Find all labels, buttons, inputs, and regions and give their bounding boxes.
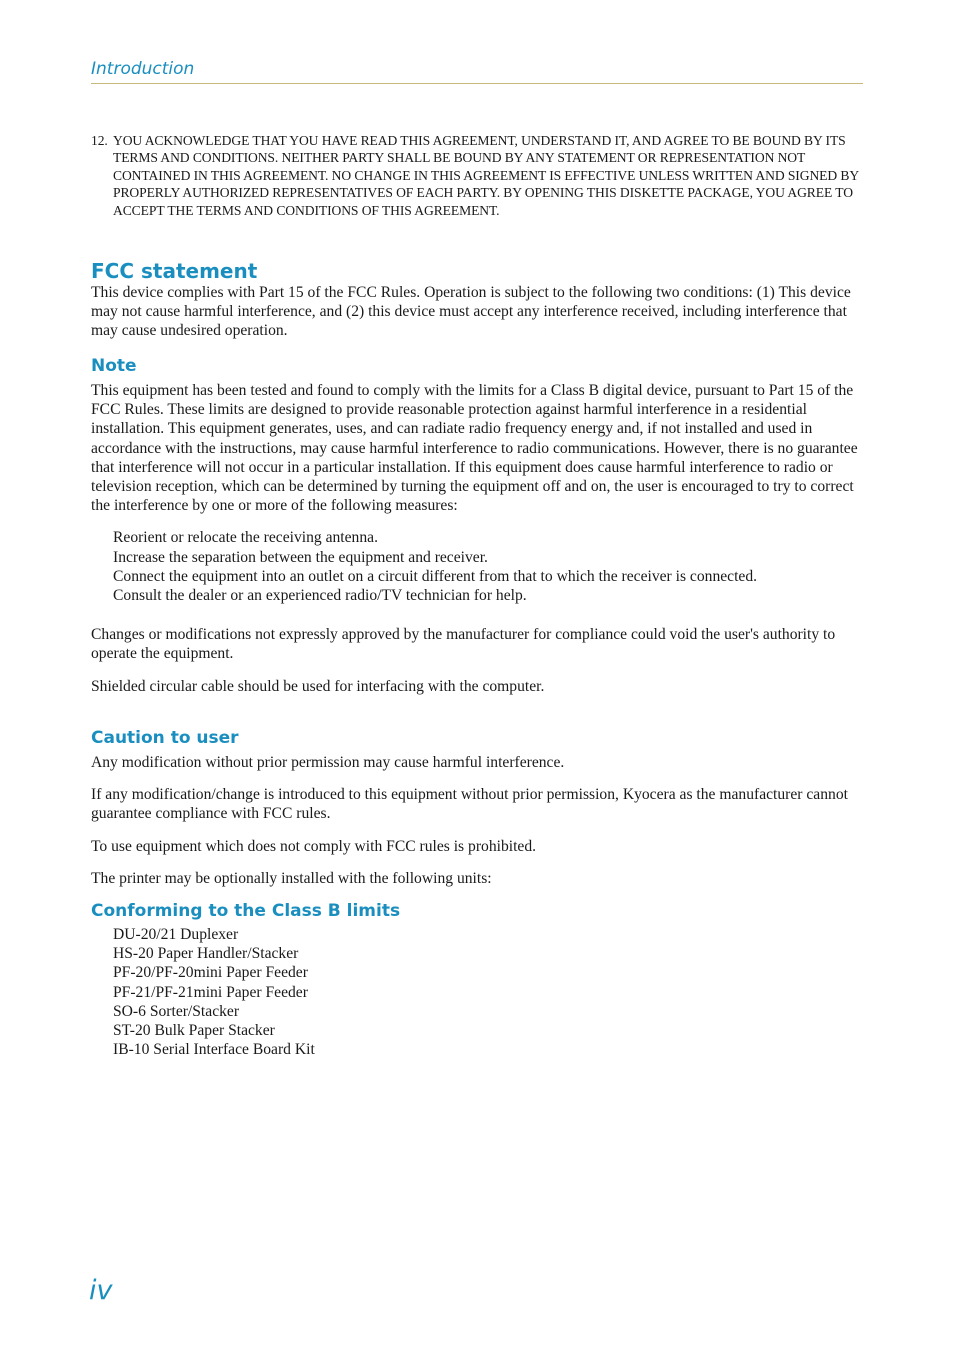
caution-p4: The printer may be optionally installed with the following units:: [91, 869, 492, 887]
list-item: Increase the separation between the equipment and receiver.: [113, 548, 488, 566]
list-item: PF-20/PF-20mini Paper Feeder: [113, 964, 308, 982]
agreement-number: 12.: [91, 133, 108, 148]
note-heading: Note: [91, 356, 137, 376]
agreement-item-12: [91, 132, 863, 219]
header-title: Introduction: [91, 59, 195, 79]
list-item: Connect the equipment into an outlet on a circuit different from that to which the receiver is connected.: [113, 567, 758, 585]
list-item: ST-20 Bulk Paper Stacker: [113, 1022, 275, 1040]
note-section: [91, 355, 863, 696]
fcc-text: This device complies with Part 15 of the FCC Rules. Operation is subject to the following two conditions: (1) This device may not cause harmful interference, and (2) this device must accept any interference received, including interference that may cause undesired operation.: [91, 284, 851, 340]
list-item: IB-10 Serial Interface Board Kit: [113, 1041, 315, 1059]
classb-heading: Conforming to the Class B limits: [91, 901, 401, 921]
measures-list: [91, 528, 863, 605]
caution-heading: Caution to user: [91, 728, 239, 748]
list-item: PF-21/PF-21mini Paper Feeder: [113, 983, 308, 1001]
page-header: [91, 58, 863, 84]
list-item: SO-6 Sorter/Stacker: [113, 1002, 240, 1020]
units-list: [91, 925, 863, 1059]
caution-p3: To use equipment which does not comply with FCC rules is prohibited.: [91, 837, 537, 855]
list-item: Reorient or relocate the receiving antenna.: [113, 529, 378, 547]
fcc-section: [91, 259, 863, 341]
caution-p2: If any modification/change is introduced to this equipment without prior permission, Kyocera as the manufacturer cannot guarantee compliance with FCC rules.: [91, 786, 848, 823]
page-number: iv: [89, 1275, 113, 1306]
caution-section: [91, 727, 863, 888]
shielded-text: Shielded circular cable should be used for interfacing with the computer.: [91, 677, 545, 695]
agreement-text: YOU ACKNOWLEDGE THAT YOU HAVE READ THIS AGREEMENT, UNDERSTAND IT, AND AGREE TO BE BOUND BY ITS TERMS AND CONDITIONS. NEITHER PARTY SHALL BE BOUND BY ANY STATEMENT OR REPRESENTATION NOT CONTAINED IN THIS AGREEMENT. NO CHANGE IN THIS AGREEMENT IS EFFECTIVE UNLESS WRITTEN AND SIGNED BY PROPERLY AUTHORIZED REPRESENTATIVES OF EACH PARTY. BY OPENING THIS DISKETTE PACKAGE, YOU AGREE TO ACCEPT THE TERMS AND CONDITIONS OF THIS AGREEMENT.: [113, 133, 859, 218]
classb-section: [91, 900, 863, 1059]
list-item: Consult the dealer or an experienced radio/TV technician for help.: [113, 587, 527, 605]
fcc-heading: FCC statement: [91, 259, 258, 283]
list-item: DU-20/21 Duplexer: [113, 926, 239, 943]
note-text: This equipment has been tested and found to comply with the limits for a Class B digital device, pursuant to Part 15 of the FCC Rules. These limits are designed to provide reasonable protection against harmful interference in a residential installation. This equipment generates, uses, and can radiate radio frequency energy and, if not installed and used in accordance with the instructions, may cause harmful interference to radio communications. However, there is no guarantee that interference will not occur in a particular installation. If this equipment does cause harmful interference to radio or television reception, which can be determined by turning the equipment off and on, the user is encouraged to try to correct the interference by one or more of the following measures:: [91, 382, 858, 515]
caution-p1: Any modification without prior permission may cause harmful interference.: [91, 754, 565, 771]
list-item: HS-20 Paper Handler/Stacker: [113, 945, 299, 963]
changes-text: Changes or modifications not expressly approved by the manufacturer for compliance could void the user's authority to operate the equipment.: [91, 626, 836, 663]
